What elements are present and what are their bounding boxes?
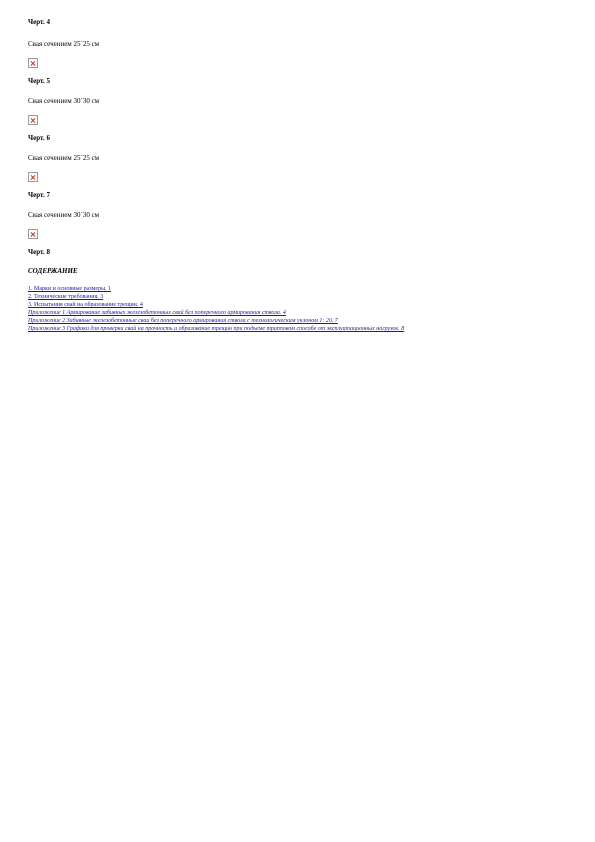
- chart-caption-8: Черт. 8: [28, 248, 50, 256]
- toc-link-appendix-1[interactable]: Приложение 1 Армирование забивных железобетонных свай без поперечного армирования ствола. 4: [28, 310, 286, 316]
- broken-image-icon: [28, 115, 38, 125]
- toc-link-appendix-3[interactable]: Приложение 3 Графики для проверки свай на прочность и образование трещин при подъеме трапповом способе от эксплуатационных нагрузок. 8: [28, 326, 405, 332]
- chart-caption-4: Черт. 4: [28, 18, 50, 26]
- toc-link-2[interactable]: 2. Технические требования. 3: [28, 294, 104, 300]
- chart-caption-6: Черт. 6: [28, 134, 50, 142]
- section-label-6: Свая сечением 25´25 см: [28, 154, 100, 162]
- toc-link-1[interactable]: 1. Марки и основные размеры. 1: [28, 286, 112, 292]
- broken-image-icon: [28, 58, 38, 68]
- document-page: [28, 18, 568, 333]
- table-of-contents: [28, 285, 568, 333]
- toc-title: СОДЕРЖАНИЕ: [28, 267, 78, 275]
- section-label-4: Свая сечением 25´25 см: [28, 40, 100, 48]
- toc-link-appendix-2[interactable]: Приложение 2 Забивные железобетонные сваи без поперечного армирования ствола с технологическим уклоном 1: 20. 7: [28, 318, 338, 324]
- toc-link-3[interactable]: 3. Испытания свай на образование трещин. 4: [28, 302, 143, 308]
- section-label-7: Свая сечением 30´30 см: [28, 211, 100, 219]
- broken-image-icon: [28, 172, 38, 182]
- chart-caption-7: Черт. 7: [28, 191, 50, 199]
- section-label-5: Свая сечением 30´30 см: [28, 97, 100, 105]
- broken-image-icon: [28, 229, 38, 239]
- chart-caption-5: Черт. 5: [28, 77, 50, 85]
